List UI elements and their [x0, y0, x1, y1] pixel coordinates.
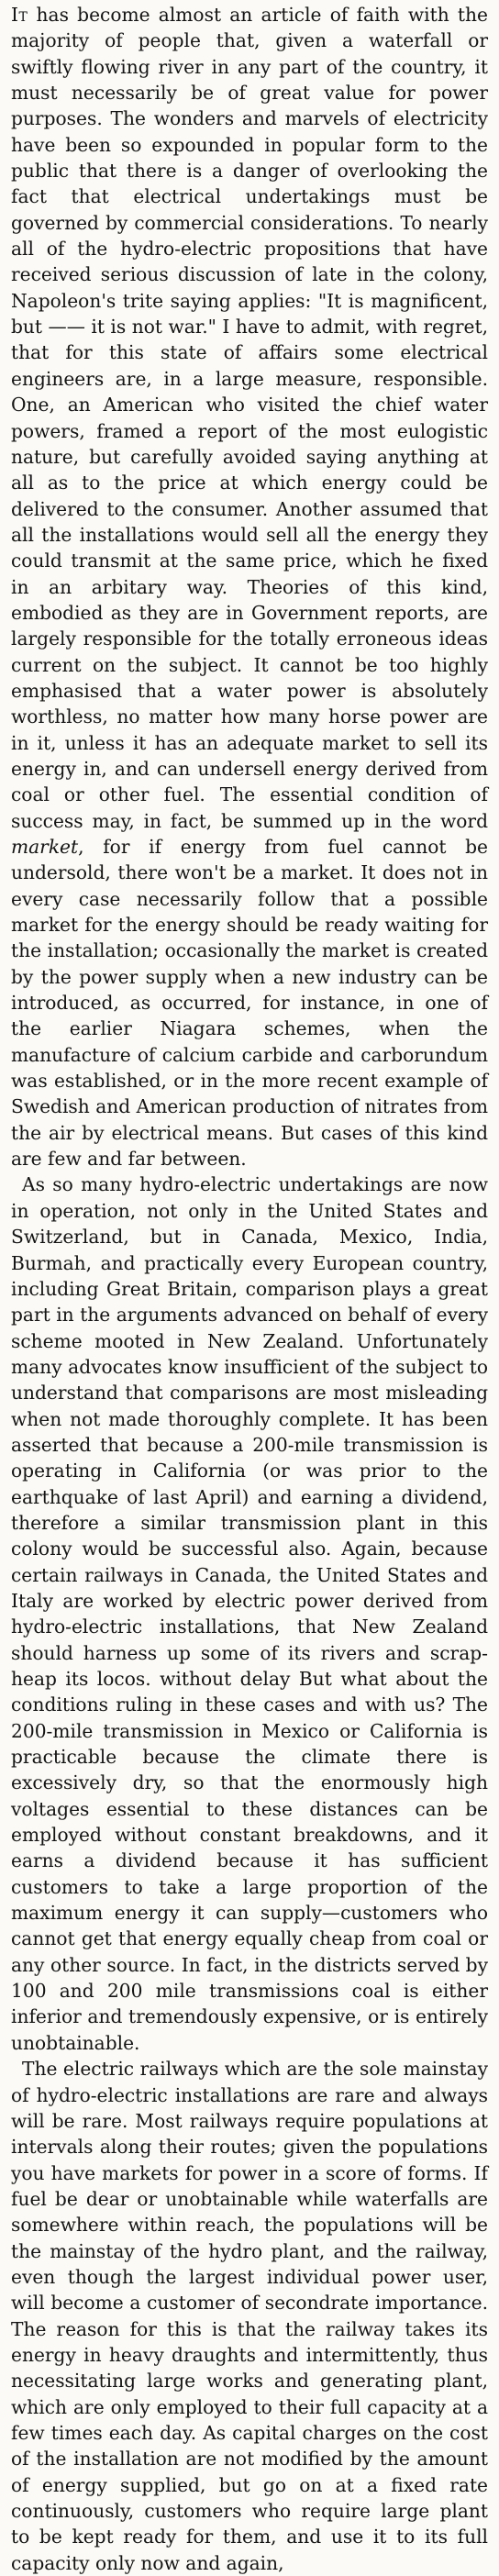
paragraph-1-text-b: , for if energy from fuel cannot be undersold, there won't be a market. It does not in every case necessarily follow that a possible market for the energy should be ready waiting for the installation; occasionally the market is created by the power supply when a new industry can be introduced, as occurred, for instance, in one of the earlier Niagara schemes, when the manufacture of calcium carbide and carborundum was established, or in the more recent example of Swedish and American production of nitrates from the air by electrical means. But cases of this kind are few and far between.: [11, 836, 488, 1171]
paragraph-1: [11, 2, 488, 1171]
article-column: [11, 2, 488, 2576]
emphasis-word: market: [11, 836, 79, 858]
paragraph-3: The electric railways which are the sole mainstay of hydro-electric installations are rare and always will be rare. Most railways require populations at intervals along their routes; given the populations you have markets for power in a score of forms. If fuel be dear or unobtainable while waterfalls are somewhere within reach, the populations will be the mainstay of the hydro plant, and the railway, even though the largest individual power user, will become a customer of secondrate importance. The reason for this is that the railway takes its energy in heavy draughts and intermittently, thus necessitating large works and generating plant, which are only employed to their full capacity at a few times each day. As capital charges on the cost of the installation are not modified by the amount of energy supplied, but go on at a fixed rate continuously, customers who require large plant to be kept ready for them, and use it to its full capacity only now and again,: [11, 2058, 488, 2574]
paragraph-2: As so many hydro-electric undertakings are now in operation, not only in the United States and Switzerland, but in Canada, Mexico, India, Burmah, and practically every European country, including Great Britain, comparison plays a great part in the arguments advanced on behalf of every scheme mooted in New Zealand. Unfortunately many advocates know insufficient of the subject to understand that comparisons are most misleading when not made thoroughly complete. It has been asserted that because a 200-mile transmission is operating in California (or was prior to the earthquake of last April) and earning a dividend, therefore a similar transmission plant in this colony would be successful also. Again, because certain railways in Canada, the United States and Italy are worked by electric power derived from hydro-electric installations, that New Zealand should harness up some of its rivers and scrap-heap its locos. without delay But what about the conditions ruling in these cases and with us? The 200-mile transmission in Mexico or California is practicable because the climate there is excessively dry, so that the enormously high voltages essential to these distances can be employed without constant breakdowns, and it earns a dividend because it has sufficient customers to take a large proportion of the maximum energy it can supply—customers who cannot get that energy equally cheap from coal or any other source. In fact, in the districts served by 100 and 200 mile transmissions coal is either inferior and tremendously expensive, or is entirely unobtainable.: [11, 1173, 488, 2054]
paragraph-1-text-a: has become almost an article of faith with the majority of people that, given a waterfall or swiftly flowing river in any part of the country, it must necessarily be of great value for power purposes. The wonders and marvels of electricity have been so expounded in popular form to the public that there is a danger of overlooking the fact that electrical undertakings must be governed by commercial considerations. To nearly all of the hydro-electric propositions that have received serious discussion of late in the colony, Napoleon's trite saying applies: "It is magnificent, but —— it is not war." I have to admit, with regret, that for this state of affairs some electrical engineers are, in a large measure, responsible. One, an American who visited the chief water powers, framed a report of the most eulogistic nature, but carefully avoided saying anything at all as to the price at which energy could be delivered to the consumer. Another assumed that all the installations would sell all the energy they could transmit at the same price, which he fixed in an arbitary way. Theories of this kind, embodied as they are in Government reports, are largely responsible for the totally erroneous ideas current on the subject. It cannot be too highly emphasised that a water power is absolutely worthless, no matter how many horse power are in it, unless it has an adequate market to sell its energy in, and can undersell energy derived from coal or other fuel. The essential condition of success may, in fact, be summed up in the word: [11, 4, 488, 832]
lead-word: It: [11, 4, 28, 26]
